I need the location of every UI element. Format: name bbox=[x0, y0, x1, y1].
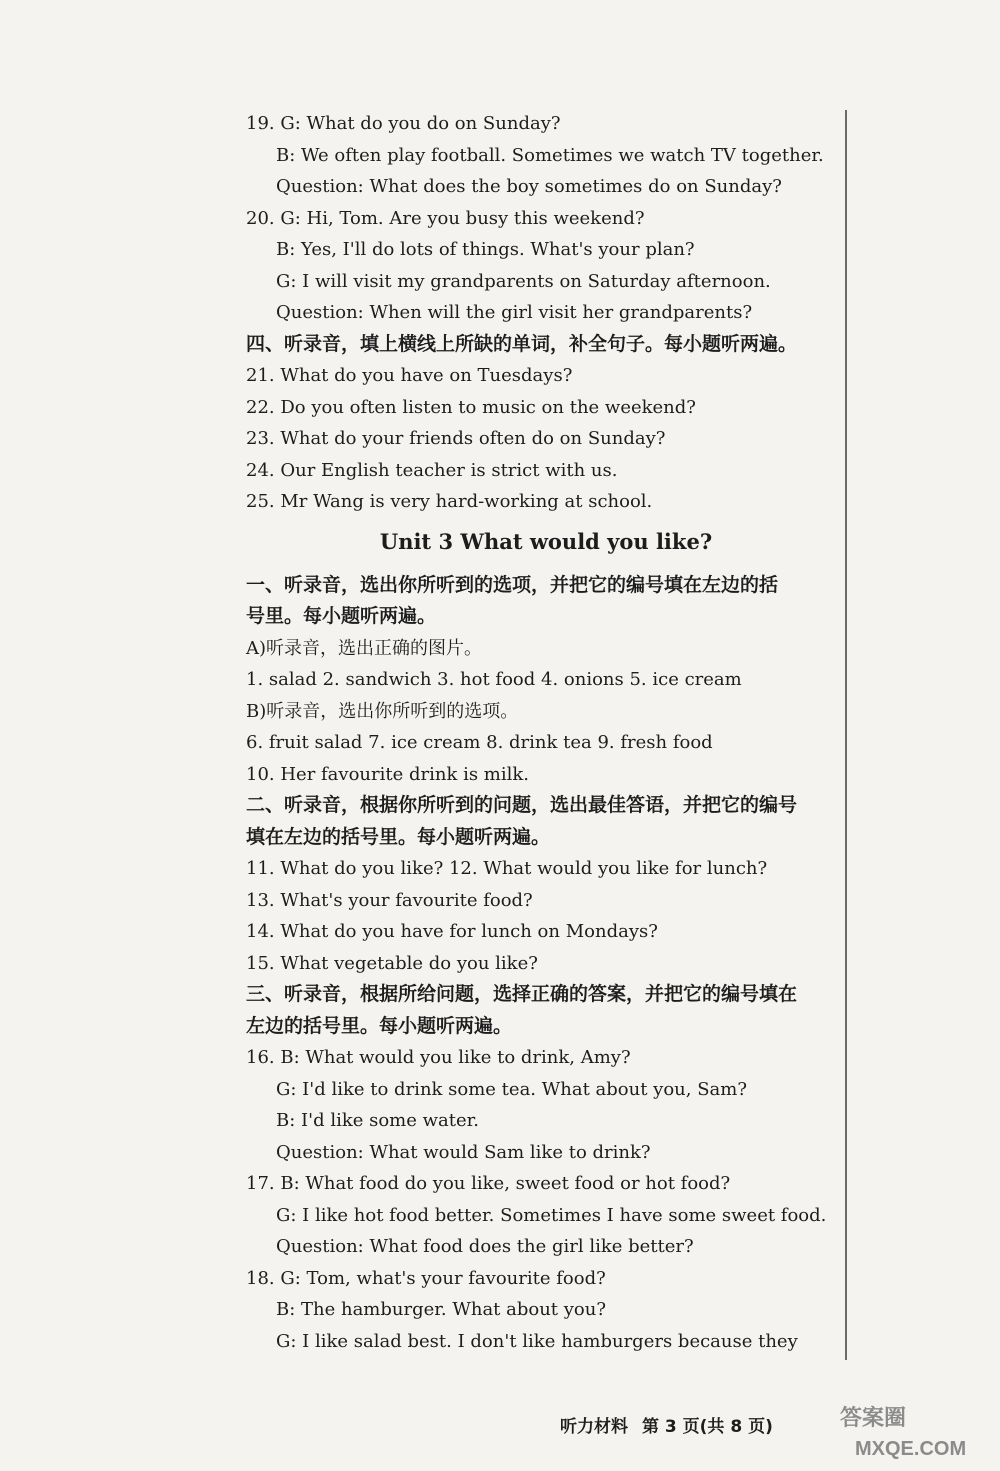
script-line: G: I'd like to drink some tea. What about you, Sam? bbox=[276, 1078, 747, 1100]
listening-script-part1 bbox=[246, 108, 846, 518]
script-line: Question: What does the boy sometimes do on Sunday? bbox=[276, 176, 782, 197]
script-line: B: I'd like some water. bbox=[276, 1110, 480, 1131]
section-heading: 号里。每小题听两遍。 bbox=[246, 605, 437, 627]
script-line: G: I like hot food better. Sometimes I have some sweet food. bbox=[276, 1204, 827, 1226]
script-line: B: We often play football. Sometimes we watch TV together. bbox=[276, 144, 824, 166]
section-heading: 三、听录音，根据所给问题，选择正确的答案，并把它的编号填在 bbox=[246, 983, 798, 1005]
section-heading: 填在左边的括号里。每小题听两遍。 bbox=[246, 825, 551, 848]
section-heading: 四、听录音，填上横线上所缺的单词，补全句子。每小题听两遍。 bbox=[246, 332, 798, 355]
script-line: 24. Our English teacher is strict with us. bbox=[246, 459, 618, 481]
listening-script-unit3 bbox=[246, 570, 846, 1358]
script-line: 6. fruit salad 7. ice cream 8. drink tea 9. fresh food bbox=[246, 732, 713, 753]
script-line: Question: What food does the girl like better? bbox=[276, 1236, 694, 1257]
script-line: 13. What's your favourite food? bbox=[246, 889, 533, 911]
script-line: 19. G: What do you do on Sunday? bbox=[246, 113, 561, 134]
script-line: 20. G: Hi, Tom. Are you busy this weekend? bbox=[246, 207, 645, 229]
footer-page-number: 第 3 页(共 8 页) bbox=[642, 1417, 773, 1437]
script-line: 22. Do you often listen to music on the weekend? bbox=[246, 396, 696, 418]
script-line: B)听录音，选出你所听到的选项。 bbox=[246, 700, 519, 722]
script-line: 25. Mr Wang is very hard-working at school. bbox=[246, 491, 653, 512]
footer-label: 听力材料 bbox=[560, 1417, 628, 1437]
script-line: 18. G: Tom, what's your favourite food? bbox=[246, 1267, 606, 1289]
script-line: 17. B: What food do you like, sweet food or hot food? bbox=[246, 1173, 731, 1194]
script-line: Question: What would Sam like to drink? bbox=[276, 1141, 651, 1163]
script-line: 10. Her favourite drink is milk. bbox=[246, 763, 530, 785]
script-line: G: I will visit my grandparents on Saturday afternoon. bbox=[276, 270, 771, 292]
script-line: A)听录音，选出正确的图片。 bbox=[246, 637, 483, 659]
script-line: Question: When will the girl visit her grandparents? bbox=[276, 302, 753, 323]
unit-title: Unit 3 What would you like? bbox=[379, 528, 713, 554]
watermark-logo-text: 答案圈 bbox=[840, 1405, 907, 1430]
script-line: B: Yes, I'll do lots of things. What's your plan? bbox=[276, 239, 695, 260]
section-heading: 左边的括号里。每小题听两遍。 bbox=[246, 1014, 513, 1037]
script-line: 16. B: What would you like to drink, Amy? bbox=[246, 1047, 631, 1068]
script-line: 15. What vegetable do you like? bbox=[246, 952, 538, 974]
script-line: 23. What do your friends often do on Sunday? bbox=[246, 428, 666, 449]
section-heading: 二、听录音，根据你所听到的问题，选出最佳答语，并把它的编号 bbox=[246, 794, 798, 816]
page-footer bbox=[560, 1412, 787, 1437]
script-line: 21. What do you have on Tuesdays? bbox=[246, 365, 573, 386]
watermark-url: MXQE.COM bbox=[855, 1438, 967, 1460]
content bbox=[246, 108, 846, 1357]
script-line: 11. What do you like? 12. What would you like for lunch? bbox=[246, 858, 768, 879]
watermark-logo bbox=[820, 1395, 990, 1465]
script-line: B: The hamburger. What about you? bbox=[276, 1299, 607, 1320]
script-line: G: I like salad best. I don't like hamburgers because they bbox=[276, 1330, 798, 1352]
section-heading: 一、听录音，选出你所听到的选项，并把它的编号填在左边的括 bbox=[246, 573, 779, 596]
script-line: 14. What do you have for lunch on Mondays? bbox=[246, 921, 658, 942]
script-line: 1. salad 2. sandwich 3. hot food 4. onions 5. ice cream bbox=[246, 669, 742, 690]
